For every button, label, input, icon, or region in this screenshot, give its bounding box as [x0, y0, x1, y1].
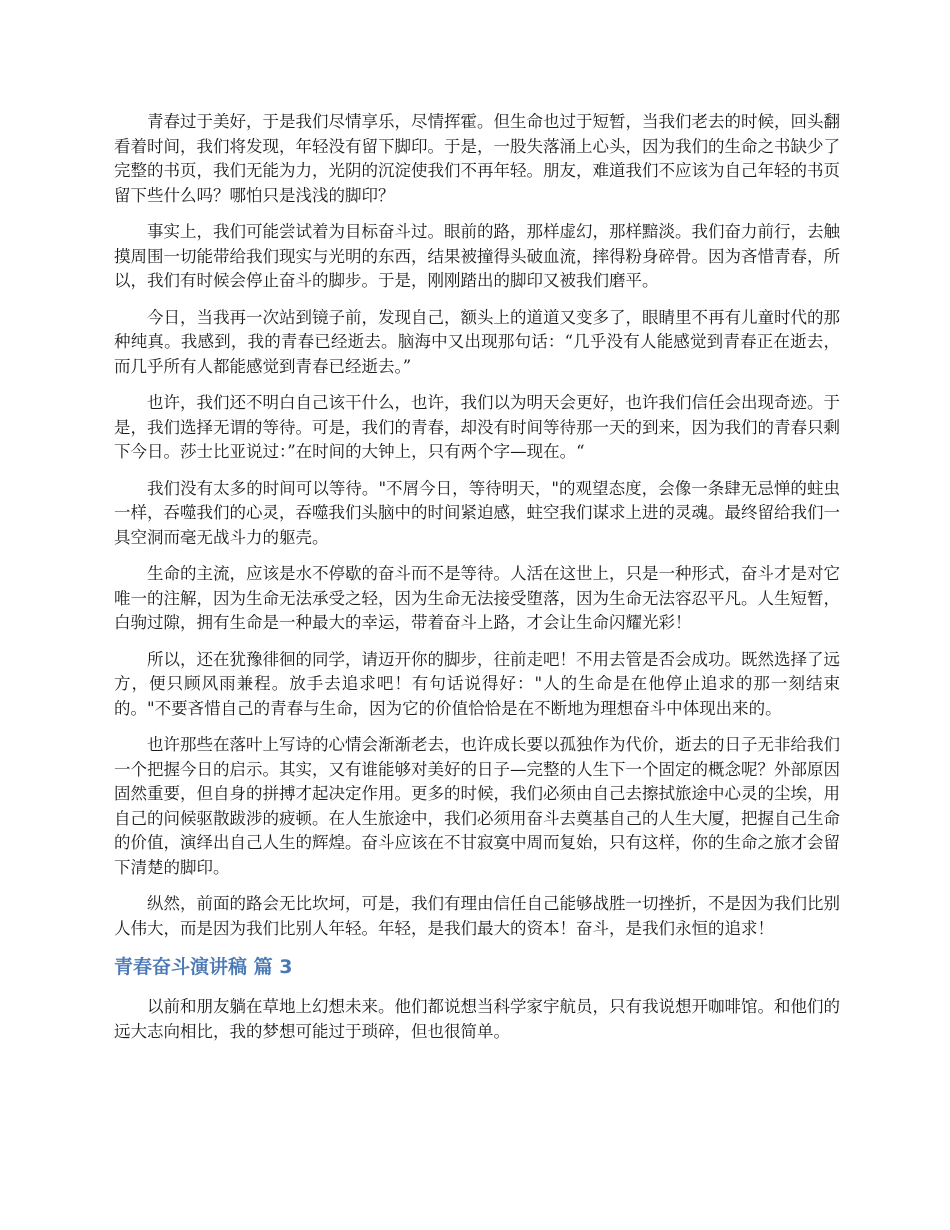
paragraph: 青春过于美好，于是我们尽情享乐，尽情挥霍。但生命也过于短暂，当我们老去的时候，回头翻看着时间，我们将发现，年轻没有留下脚印。于是，一股失落涌上心头，因为我们的生命之书缺少了完整的书页，我们无能为力，光阴的沉淀使我们不再年轻。朋友，难道我们不应该为自己年轻的书页留下些什么吗？哪怕只是浅浅的脚印？: [114, 112, 840, 205]
paragraph: 也许，我们还不明白自己该干什么，也许，我们以为明天会更好，也许我们信任会出现奇迹。于是，我们选择无谓的等待。可是，我们的青春，却没有时间等待那一天的到来，因为我们的青春只剩下今日。莎士比亚说过：”在时间的大钟上，只有两个字—现在。“: [114, 393, 840, 461]
paragraph: 所以，还在犹豫徘徊的同学，请迈开你的脚步，往前走吧！不用去管是否会成功。既然选择了远方，便只顾风雨兼程。放手去追求吧！有句话说得好："人的生命是在他停止追求的那一刻结束的。"不要吝惜自己的青春与生命，因为它的价值恰恰是在不断地为理想奋斗中体现出来的。: [114, 649, 840, 718]
paragraph: 生命的主流，应该是水不停歇的奋斗而不是等待。人活在这世上，只是一种形式，奋斗才是对它唯一的注解，因为生命无法承受之轻，因为生命无法接受堕落，因为生命无法容忍平凡。人生短暂，白驹过隙，拥有生命是一种最大的幸运，带着奋斗上路，才会让生命闪耀光彩！: [114, 564, 840, 632]
paragraph: 我们没有太多的时间可以等待。"不屑今日，等待明天，"的观望态度，会像一条肆无忌惮的蛀虫一样，吞噬我们的心灵，吞噬我们头脑中的时间紧迫感，蛀空我们谋求上进的灵魂。最终留给我们一具空洞而毫无战斗力的躯壳。: [114, 478, 840, 547]
paragraph: 纵然，前面的路会无比坎坷，可是，我们有理由信任自己能够战胜一切挫折，不是因为我们比别人伟大，而是因为我们比别人年轻。年轻，是我们最大的资本！奋斗，是我们永恒的追求！: [114, 894, 840, 938]
paragraph: 以前和朋友躺在草地上幻想未来。他们都说想当科学家宇航员，只有我说想开咖啡馆。和他们的远大志向相比，我的梦想可能过于琐碎，但也很简单。: [114, 997, 840, 1041]
paragraph: 事实上，我们可能尝试着为目标奋斗过。眼前的路，那样虚幻，那样黯淡。我们奋力前行，去触摸周围一切能带给我们现实与光明的东西，结果被撞得头破血流，摔得粉身碎骨。因为吝惜青春，所以，我们有时候会停止奋斗的脚步。于是，刚刚踏出的脚印又被我们磨平。: [114, 222, 840, 290]
paragraph: 今日，当我再一次站到镜子前，发现自己，额头上的道道又变多了，眼睛里不再有儿童时代的那种纯真。我感到，我的青春已经逝去。脑海中又出现那句话：“几乎没有人能感觉到青春正在逝去，而几乎所有人都能感觉到青春已经逝去。”: [114, 307, 840, 376]
document-body: [114, 110, 840, 1056]
paragraph: 也许那些在落叶上写诗的心情会渐渐老去，也许成长要以孤独作为代价，逝去的日子无非给我们一个把握今日的启示。其实，又有谁能够对美好的日子—完整的人生下一个固定的概念呢？外部原因固然重要，但自身的拼搏才起决定作用。更多的时候，我们必须由自己去擦拭旅途中心灵的尘埃，用自己的问候驱散跋涉的疲顿。在人生旅途中，我们必须用奋斗去奠基自己的人生大厦，把握自己生命的价值，演绎出自己人生的辉煌。奋斗应该在不甘寂寞中周而复始，只有这样，你的生命之旅才会留下清楚的脚印。: [114, 735, 840, 877]
section-heading: 青春奋斗演讲稿 篇 3: [114, 956, 293, 978]
